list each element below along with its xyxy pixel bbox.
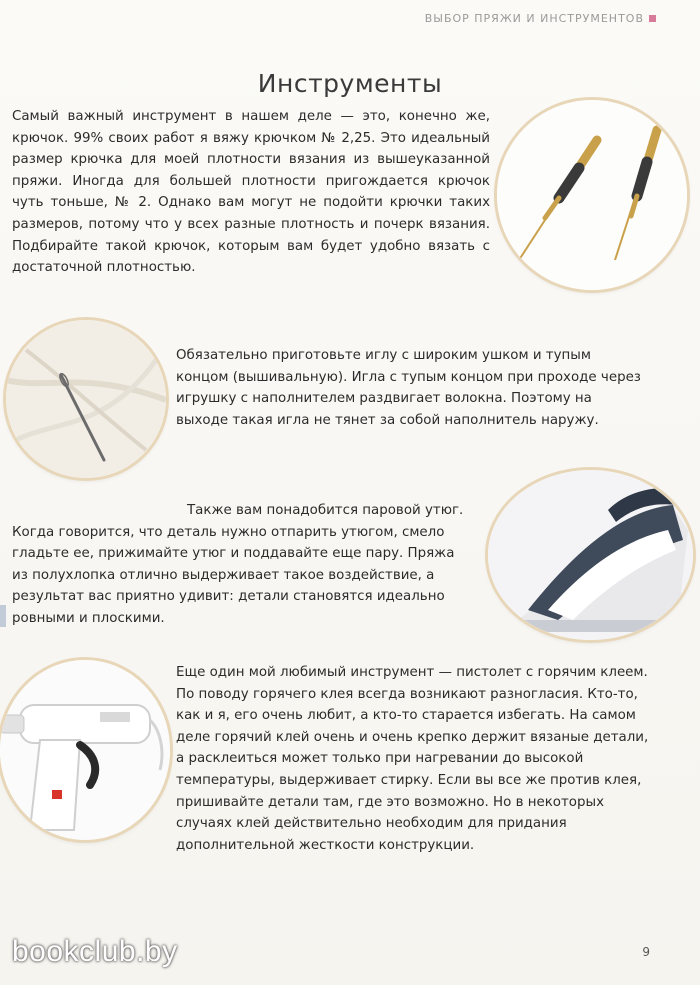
glue-gun-icon: [0, 660, 170, 840]
needle-photo: [6, 320, 166, 478]
steam-iron-photo: [488, 470, 693, 640]
glue-gun-photo: [0, 660, 170, 840]
section-header: [425, 12, 656, 25]
watermark-logo: bookclub.by: [12, 935, 178, 968]
page-number: 9: [642, 945, 650, 959]
edge-tab: [0, 605, 6, 627]
section-header-text: ВЫБОР ПРЯЖИ И ИНСТРУМЕНТОВ: [424, 12, 644, 25]
paragraph-iron-text: Также вам понадобится паровой утюг. Когда говорится, что деталь нужно отпарить утюгом, смело гладьте ее, прижимайте утюг и поддавайте еще пару. Пряжа из полухлопка отлично выдерживает такое воздействие, а результат вас приятно удивит: детали становятся идеально ровными и плоскими.: [12, 503, 464, 626]
crochet-hooks-icon: [497, 100, 687, 290]
needle-icon: [6, 320, 166, 478]
paragraph-glue-gun: Еще один мой любимый инструмент — пистолет с горячим клеем. По поводу горячего клея всегда возникают разногласия. Кто-то, как и я, его очень любит, а кто-то старается избегать. На самом деле горячий клей очень и очень крепко держит вязаные детали, а расклеиться может только при нагревании до высокой температуры, выдерживает стирку. Если вы все же против клея, пришивайте детали там, где это возможно. Но в некоторых случаях клей действительно необходим для придания дополнительной жесткости конструкции.: [176, 665, 649, 853]
crochet-hooks-photo: [497, 100, 687, 290]
steam-iron-icon: [488, 470, 693, 640]
paragraph-hooks: Самый важный инструмент в нашем деле — это, конечно же, крючок. 99% своих работ я вяжу крючком № 2,25. Это идеальный размер крючка для моей плотности вязания из вышеуказанной пряжи. Иногда для большей плотности пригождается крючок чуть тоньше, № 2. Однако вам могут не подойти крючки таких размеров, потому что у всех разные плотность и почерк вязания. Подбирайте такой крючок, которым вам будет удобно вязать с достаточной плотностью.: [12, 109, 490, 276]
paragraph-needle: Обязательно приготовьте иглу с широким ушком и тупым концом (вышивальную). Игла с тупым концом при проходе через игрушку с наполнителем раздвигает волокна. Поэтому на выходе такая игла не тянет за собой наполнитель наружу.: [176, 348, 641, 428]
header-square-icon: [649, 15, 656, 22]
page-title: Инструменты: [257, 68, 443, 98]
paragraph-iron: [12, 500, 474, 630]
